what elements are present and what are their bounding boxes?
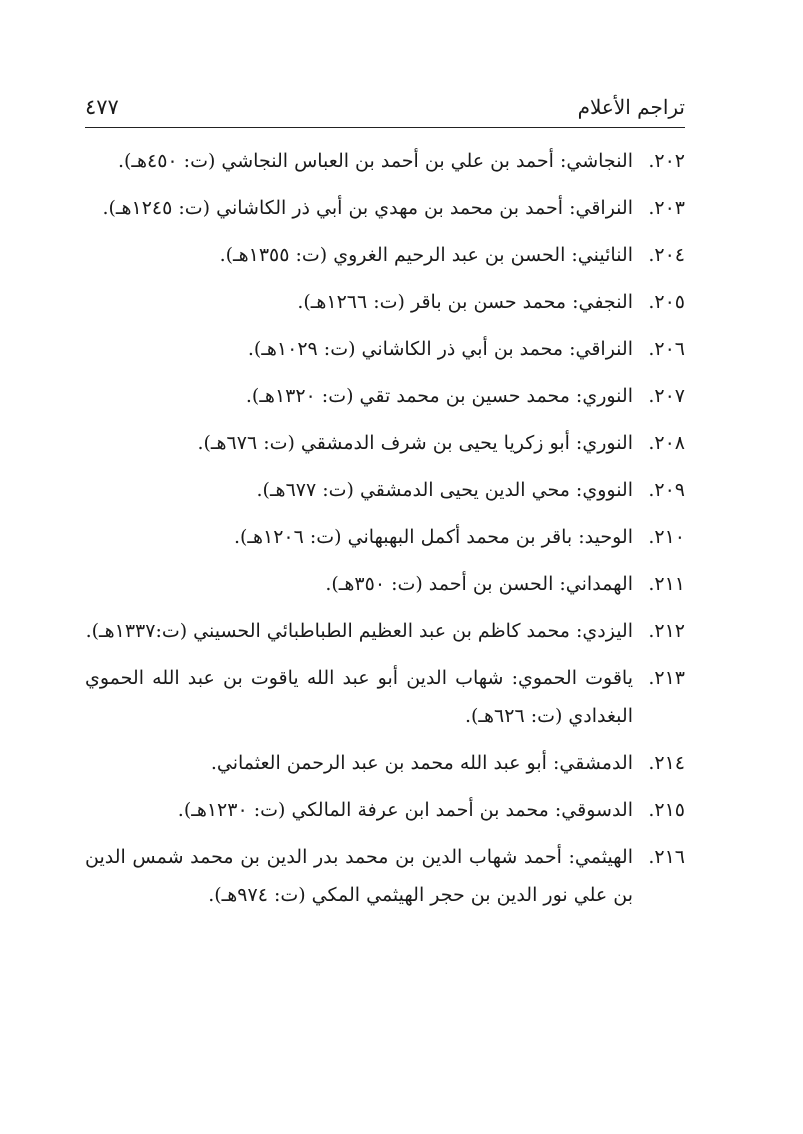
page-header	[85, 92, 685, 126]
list-item	[85, 330, 685, 368]
entry-text: النجفي: محمد حسن بن باقر (ت: ١٢٦٦هـ).	[297, 291, 633, 313]
entry-text: الدمشقي: أبو عبد الله محمد بن عبد الرحمن العثماني.	[210, 752, 633, 774]
entry-text: الدسوقي: محمد بن أحمد ابن عرفة المالكي (ت: ١٢٣٠هـ).	[177, 799, 633, 821]
list-item	[85, 791, 685, 829]
entry-text: الهمداني: الحسن بن أحمد (ت: ٣٥٠هـ).	[325, 573, 633, 595]
list-item	[85, 565, 685, 603]
entry-text: النوري: محمد حسين بن محمد تقي (ت: ١٣٢٠هـ).	[245, 385, 633, 407]
header-rule	[85, 127, 685, 128]
list-item	[85, 471, 685, 509]
biography-list	[85, 142, 685, 923]
entry-text: النراقي: محمد بن أبي ذر الكاشاني (ت: ١٠٢٩هـ).	[247, 338, 633, 360]
entry-number: ٢٠٧.	[648, 385, 685, 407]
entry-number: ٢٠٩.	[648, 479, 685, 501]
list-item	[85, 659, 685, 735]
list-item	[85, 142, 685, 180]
entry-text: النجاشي: أحمد بن علي بن أحمد بن العباس النجاشي (ت: ٤٥٠هـ).	[117, 150, 633, 172]
entry-number: ٢١٠.	[648, 526, 685, 548]
entry-text: النائيني: الحسن بن عبد الرحيم الغروي (ت: ١٣٥٥هـ).	[219, 244, 633, 266]
list-item	[85, 236, 685, 274]
entry-text: النووي: محي الدين يحيى الدمشقي (ت: ٦٧٧هـ).	[256, 479, 633, 501]
entry-number: ٢١٤.	[648, 752, 685, 774]
entry-text: النراقي: أحمد بن محمد بن مهدي بن أبي ذر الكاشاني (ت: ١٢٤٥هـ).	[102, 197, 633, 219]
running-head: تراجم الأعلام	[577, 95, 685, 119]
list-item	[85, 424, 685, 462]
entry-number: ٢٠٨.	[648, 432, 685, 454]
entry-text: ياقوت الحموي: شهاب الدين أبو عبد الله ياقوت بن عبد الله الحموي البغدادي (ت: ٦٢٦هـ).	[85, 667, 633, 727]
entry-number: ٢١٣.	[648, 667, 685, 689]
list-item	[85, 612, 685, 650]
entry-number: ٢٠٢.	[648, 150, 685, 172]
entry-number: ٢٠٦.	[648, 338, 685, 360]
list-item	[85, 377, 685, 415]
entry-text: اليزدي: محمد كاظم بن عبد العظيم الطباطبائي الحسيني (ت:١٣٣٧هـ).	[85, 620, 633, 642]
entry-number: ٢٠٣.	[648, 197, 685, 219]
entry-text: النوري: أبو زكريا يحيى بن شرف الدمشقي (ت: ٦٧٦هـ).	[197, 432, 633, 454]
entry-number: ٢١٢.	[648, 620, 685, 642]
entry-number: ٢١٥.	[648, 799, 685, 821]
entry-number: ٢١٦.	[648, 846, 685, 868]
page-number: ٤٧٧	[85, 95, 119, 119]
list-item	[85, 838, 685, 914]
entry-number: ٢٠٥.	[648, 291, 685, 313]
list-item	[85, 283, 685, 321]
list-item	[85, 189, 685, 227]
list-item	[85, 744, 685, 782]
entry-text: الهيثمي: أحمد شهاب الدين بن محمد بدر الدين بن محمد شمس الدين بن علي نور الدين بن حجر الهيثمي المكي (ت: ٩٧٤هـ).	[85, 846, 633, 906]
entry-number: ٢٠٤.	[648, 244, 685, 266]
entry-number: ٢١١.	[648, 573, 685, 595]
entry-text: الوحيد: باقر بن محمد أكمل البهبهاني (ت: ١٢٠٦هـ).	[233, 526, 633, 548]
list-item	[85, 518, 685, 556]
